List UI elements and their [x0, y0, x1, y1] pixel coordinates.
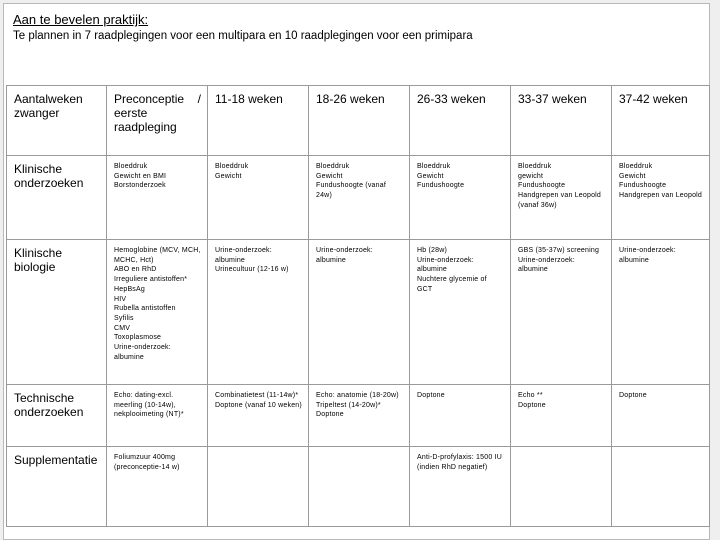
column-header: 33-37 weken: [511, 86, 612, 156]
column-header: [107, 86, 208, 156]
table-cell: Urine-onderzoek: albumine: [309, 240, 410, 385]
table-cell: Bloeddruk gewicht Fundushoogte Handgrepen van Leopold (vanaf 36w): [511, 156, 612, 240]
document-page: [3, 3, 710, 540]
column-header-text: Preconceptie / eerste raadpleging: [114, 92, 201, 134]
table-cell: Anti-D-profylaxis: 1500 IU (indien RhD negatief): [410, 447, 511, 527]
table-cell: Bloeddruk Gewicht Fundushoogte (vanaf 24w): [309, 156, 410, 240]
row-label: Technische onderzoeken: [7, 385, 107, 447]
table-row: [7, 156, 710, 240]
table-cell: Doptone: [612, 385, 710, 447]
page-title: Aan te bevelen praktijk:: [13, 12, 149, 27]
table-cell: Urine-onderzoek: albumine Urinecultuur (12-16 w): [208, 240, 309, 385]
column-header: 37-42 weken: [612, 86, 710, 156]
column-header: Aantalweken zwanger: [7, 86, 107, 156]
table-cell: Hb (28w) Urine-onderzoek: albumine Nuchtere glycemie of GCT: [410, 240, 511, 385]
table-cell: Bloeddruk Gewicht en BMI Borstonderzoek: [107, 156, 208, 240]
table-cell: Doptone: [410, 385, 511, 447]
column-header: 11-18 weken: [208, 86, 309, 156]
table-cell: Bloeddruk Gewicht Fundushoogte: [410, 156, 511, 240]
table-cell: [208, 447, 309, 527]
table-cell: Echo ** Doptone: [511, 385, 612, 447]
table-cell: Echo: dating-excl. meerling (10-14w), nekplooimeting (NT)*: [107, 385, 208, 447]
table-cell: Foliumzuur 400mg (preconceptie-14 w): [107, 447, 208, 527]
page-subtitle: Te plannen in 7 raadplegingen voor een multipara en 10 raadplegingen voor een primipara: [13, 30, 473, 42]
table-cell: Urine-onderzoek: albumine: [612, 240, 710, 385]
row-label: Klinische onderzoeken: [7, 156, 107, 240]
table-cell: Hemoglobine (MCV, MCH, MCHC, Hct) ABO en RhD Irreguliere antistoffen* HepBsAg HIV Rubella antistoffen Syfilis CMV Toxoplasmose Urine-onderzoek: albumine: [107, 240, 208, 385]
header-box: [4, 4, 709, 88]
table-cell: GBS (35-37w) screening Urine-onderzoek: albumine: [511, 240, 612, 385]
table-cell: [309, 447, 410, 527]
column-header: 26-33 weken: [410, 86, 511, 156]
row-label: Supplementatie: [7, 447, 107, 527]
table-cell: Combinatietest (11-14w)* Doptone (vanaf 10 weken): [208, 385, 309, 447]
table-row: [7, 240, 710, 385]
row-label: Klinische biologie: [7, 240, 107, 385]
column-header: 18-26 weken: [309, 86, 410, 156]
table-row: [7, 385, 710, 447]
schedule-table: [6, 85, 710, 527]
table-header-row: [7, 86, 710, 156]
table-cell: [511, 447, 612, 527]
table-cell: Bloeddruk Gewicht: [208, 156, 309, 240]
table-cell: Bloeddruk Gewicht Fundushoogte Handgrepen van Leopold: [612, 156, 710, 240]
table-row: [7, 447, 710, 527]
table-cell: Echo: anatomie (18-20w) Tripeltest (14-20w)* Doptone: [309, 385, 410, 447]
table-cell: [612, 447, 710, 527]
